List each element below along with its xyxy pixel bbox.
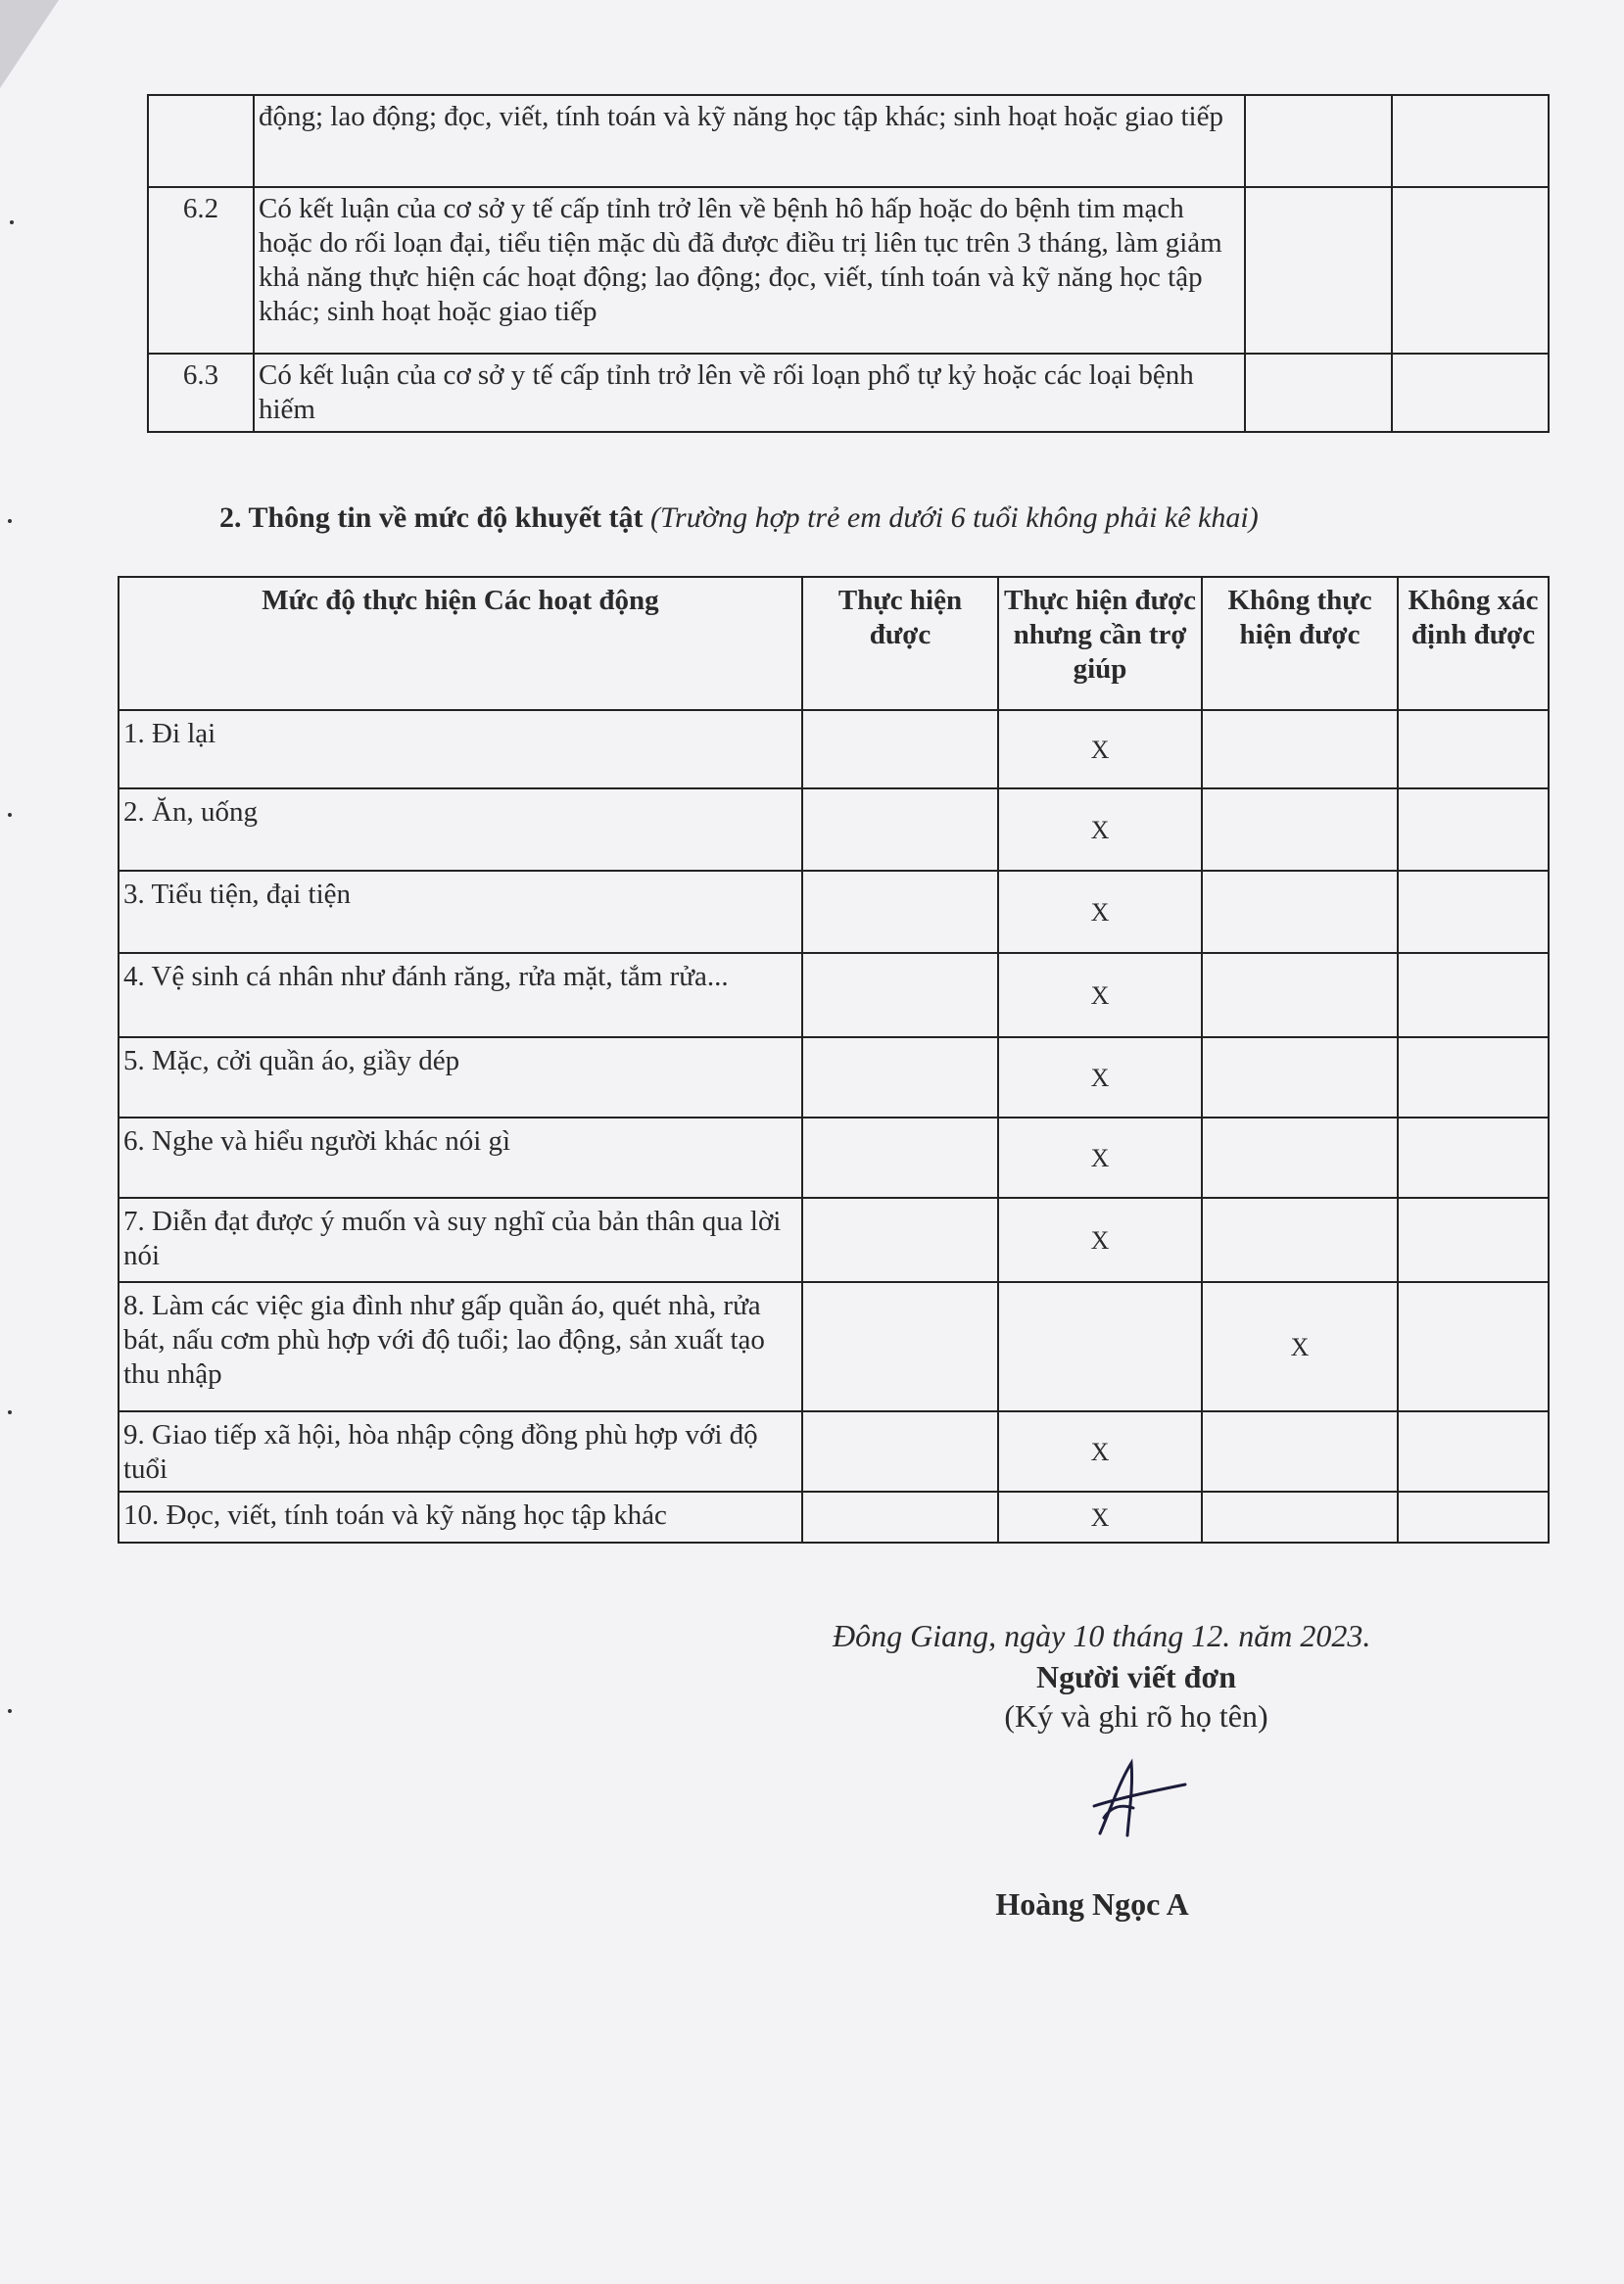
table-row	[119, 871, 1549, 953]
criteria-table	[147, 94, 1550, 433]
criteria-check-cell	[1245, 354, 1392, 432]
activity-label: 9. Giao tiếp xã hội, hòa nhập cộng đồng phù hợp với độ tuổi	[119, 1411, 802, 1492]
level-mark-cell	[802, 953, 998, 1037]
activity-label: 1. Đi lại	[119, 710, 802, 788]
table-row	[148, 354, 1549, 432]
level-mark-cell	[802, 1037, 998, 1118]
criteria-text: Có kết luận của cơ sở y tế cấp tỉnh trở lên về rối loạn phổ tự kỷ hoặc các loại bệnh hiếm	[254, 354, 1245, 432]
column-header: Không xác định được	[1398, 577, 1549, 710]
criteria-check-cell	[1392, 187, 1549, 354]
activity-label: 6. Nghe và hiểu người khác nói gì	[119, 1118, 802, 1198]
table-row	[119, 953, 1549, 1037]
level-mark-cell: X	[998, 1411, 1202, 1492]
level-mark-cell	[1398, 1282, 1549, 1411]
level-mark-cell	[1398, 1411, 1549, 1492]
table-row	[119, 710, 1549, 788]
criteria-check-cell	[1392, 95, 1549, 187]
level-mark-cell	[1398, 1492, 1549, 1543]
level-mark-cell: X	[1202, 1282, 1398, 1411]
level-mark-cell	[1398, 1118, 1549, 1198]
level-mark-cell	[802, 1198, 998, 1282]
level-mark-cell	[802, 871, 998, 953]
scan-speck	[8, 1709, 12, 1713]
level-mark-cell: X	[998, 710, 1202, 788]
scan-speck	[8, 813, 12, 817]
level-mark-cell	[802, 788, 998, 871]
level-mark-cell: X	[998, 871, 1202, 953]
scan-speck	[8, 1410, 12, 1414]
activity-label: 7. Diễn đạt được ý muốn và suy nghĩ của bản thân qua lời nói	[119, 1198, 802, 1282]
criteria-text: động; lao động; đọc, viết, tính toán và kỹ năng học tập khác; sinh hoạt hoặc giao tiếp	[254, 95, 1245, 187]
table-row	[119, 1492, 1549, 1543]
level-mark-cell	[1398, 710, 1549, 788]
signature-instruction: (Ký và ghi rõ họ tên)	[1004, 1698, 1268, 1734]
level-mark-cell	[1202, 953, 1398, 1037]
level-mark-cell	[1202, 788, 1398, 871]
level-mark-cell: X	[998, 953, 1202, 1037]
criteria-number: 6.3	[148, 354, 254, 432]
signature-block	[823, 1616, 1450, 1924]
level-mark-cell	[802, 710, 998, 788]
level-mark-cell: X	[998, 788, 1202, 871]
table-row	[119, 1037, 1549, 1118]
scan-speck	[8, 519, 12, 523]
table-row	[148, 187, 1549, 354]
section-heading	[219, 501, 1259, 535]
level-mark-cell: X	[998, 1492, 1202, 1543]
table-row	[119, 1282, 1549, 1411]
level-mark-cell	[802, 1492, 998, 1543]
criteria-check-cell	[1245, 95, 1392, 187]
disability-level-table	[118, 576, 1550, 1544]
criteria-check-cell	[1392, 354, 1549, 432]
criteria-check-cell	[1245, 187, 1392, 354]
level-mark-cell	[802, 1411, 998, 1492]
place-date: Đông Giang, ngày 10 tháng 12. năm 2023.	[833, 1618, 1371, 1653]
activity-label: 8. Làm các việc gia đình như gấp quần áo, quét nhà, rửa bát, nấu cơm phù hợp với độ tuổi; lao động, sản xuất tạo thu nhập	[119, 1282, 802, 1411]
level-mark-cell	[1202, 1411, 1398, 1492]
level-mark-cell	[1398, 953, 1549, 1037]
section-title: 2. Thông tin về mức độ khuyết tật	[219, 501, 644, 534]
column-header: Không thực hiện được	[1202, 577, 1398, 710]
handwritten-signature	[1082, 1757, 1190, 1845]
activity-label: 3. Tiểu tiện, đại tiện	[119, 871, 802, 953]
level-mark-cell	[1398, 788, 1549, 871]
level-mark-cell	[1398, 1198, 1549, 1282]
column-header: Thực hiện được	[802, 577, 998, 710]
level-mark-cell	[1202, 710, 1398, 788]
activity-label: 5. Mặc, cởi quần áo, giầy dép	[119, 1037, 802, 1118]
level-mark-cell	[1202, 1198, 1398, 1282]
level-mark-cell: X	[998, 1037, 1202, 1118]
scan-speck	[10, 220, 14, 224]
level-mark-cell: X	[998, 1198, 1202, 1282]
activity-label: 10. Đọc, viết, tính toán và kỹ năng học tập khác	[119, 1492, 802, 1543]
level-mark-cell	[1398, 871, 1549, 953]
level-mark-cell	[1398, 1037, 1549, 1118]
table-row	[119, 1198, 1549, 1282]
activity-label: 4. Vệ sinh cá nhân như đánh răng, rửa mặt, tắm rửa...	[119, 953, 802, 1037]
folded-corner	[0, 0, 59, 88]
column-header: Mức độ thực hiện Các hoạt động	[119, 577, 802, 710]
column-header: Thực hiện được nhưng cần trợ giúp	[998, 577, 1202, 710]
table-header-row	[119, 577, 1549, 710]
level-mark-cell: X	[998, 1118, 1202, 1198]
table-row	[148, 95, 1549, 187]
signer-name: Hoàng Ngọc A	[995, 1886, 1189, 1922]
level-mark-cell	[802, 1118, 998, 1198]
activity-label: 2. Ăn, uống	[119, 788, 802, 871]
level-mark-cell	[1202, 871, 1398, 953]
criteria-number	[148, 95, 254, 187]
criteria-text: Có kết luận của cơ sở y tế cấp tỉnh trở lên về bệnh hô hấp hoặc do bệnh tim mạch hoặc do rối loạn đại, tiểu tiện mặc dù đã được điều trị liên tục trên 3 tháng, làm giảm khả năng thực hiện các hoạt động; lao động; đọc, viết, tính toán và kỹ năng học tập khác; sinh hoạt hoặc giao tiếp	[254, 187, 1245, 354]
level-mark-cell	[1202, 1118, 1398, 1198]
table-row	[119, 1411, 1549, 1492]
table-row	[119, 788, 1549, 871]
level-mark-cell	[802, 1282, 998, 1411]
table-row	[119, 1118, 1549, 1198]
level-mark-cell	[1202, 1492, 1398, 1543]
section-note: (Trường hợp trẻ em dưới 6 tuổi không phải kê khai)	[650, 501, 1259, 534]
level-mark-cell	[998, 1282, 1202, 1411]
level-mark-cell	[1202, 1037, 1398, 1118]
signer-title: Người viết đơn	[1036, 1659, 1236, 1694]
criteria-number: 6.2	[148, 187, 254, 354]
